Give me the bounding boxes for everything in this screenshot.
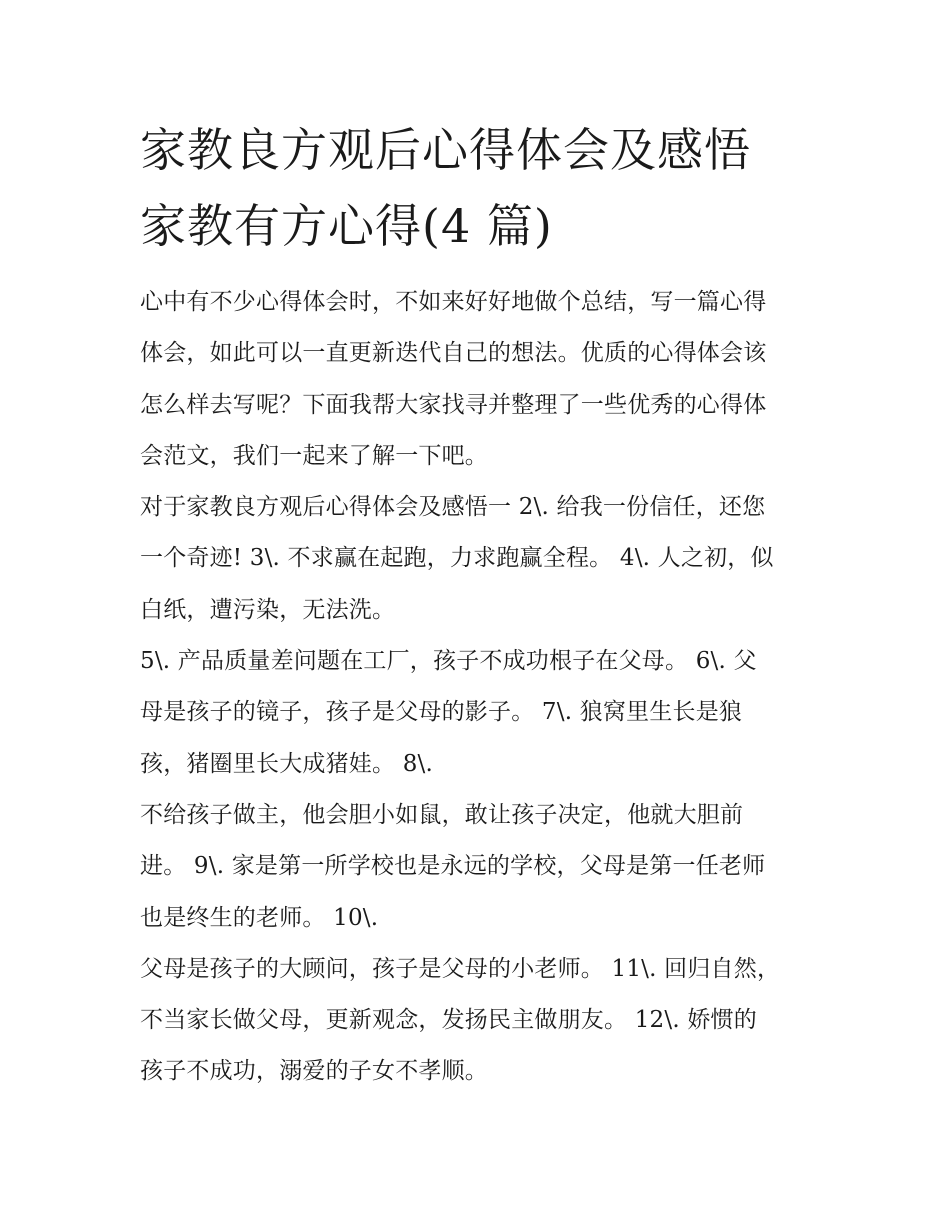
body-line: 对于家教良方观后心得体会及感悟一 2\. 给我一份信任，还您 — [140, 494, 766, 521]
body-line: 体会，如此可以一直更新迭代自己的想法。优质的心得体会该 — [140, 340, 767, 367]
body-line: 白纸，遭污染，无法洗。 — [140, 596, 396, 623]
title-line: 家教有方心得(4 篇) — [140, 199, 553, 253]
body-line: 不当家长做父母，更新观念，发扬民主做朋友。 12\. 娇惯的 — [140, 1007, 757, 1034]
body-line: 也是终生的老师。 10\. — [140, 904, 379, 931]
body-line: 5\. 产品质量差问题在工厂，孩子不成功根子在父母。 6\. 父 — [140, 648, 757, 675]
body-line: 会范文，我们一起来了解一下吧。 — [140, 442, 488, 469]
document-title — [140, 112, 840, 264]
body-line: 心中有不少心得体会时，不如来好好地做个总结，写一篇心得 — [140, 289, 767, 315]
body-line: 父母是孩子的大顾问，孩子是父母的小老师。 11\. 回归自然， — [140, 955, 781, 982]
body-line: 进。 9\. 家是第一所学校也是永远的学校，父母是第一任老师 — [140, 853, 766, 880]
body-line: 怎么样去写呢？下面我帮大家找寻并整理了一些优秀的心得体 — [140, 391, 767, 418]
body-line: 母是孩子的镜子，孩子是父母的影子。 7\. 狼窝里生长是狼 — [140, 699, 743, 726]
document-body — [140, 277, 812, 1098]
body-line: 一个奇迹! 3\. 不求赢在起跑，力求跑赢全程。 4\. 人之初，似 — [140, 545, 774, 572]
title-line: 家教良方观后心得体会及感悟 — [140, 123, 751, 177]
body-line: 孩，猪圈里长大成猪娃。 8\. — [140, 750, 434, 777]
body-line: 孩子不成功，溺爱的子女不孝顺。 — [140, 1058, 488, 1085]
body-line: 不给孩子做主，他会胆小如鼠，敢让孩子决定，他就大胆前 — [140, 801, 744, 828]
